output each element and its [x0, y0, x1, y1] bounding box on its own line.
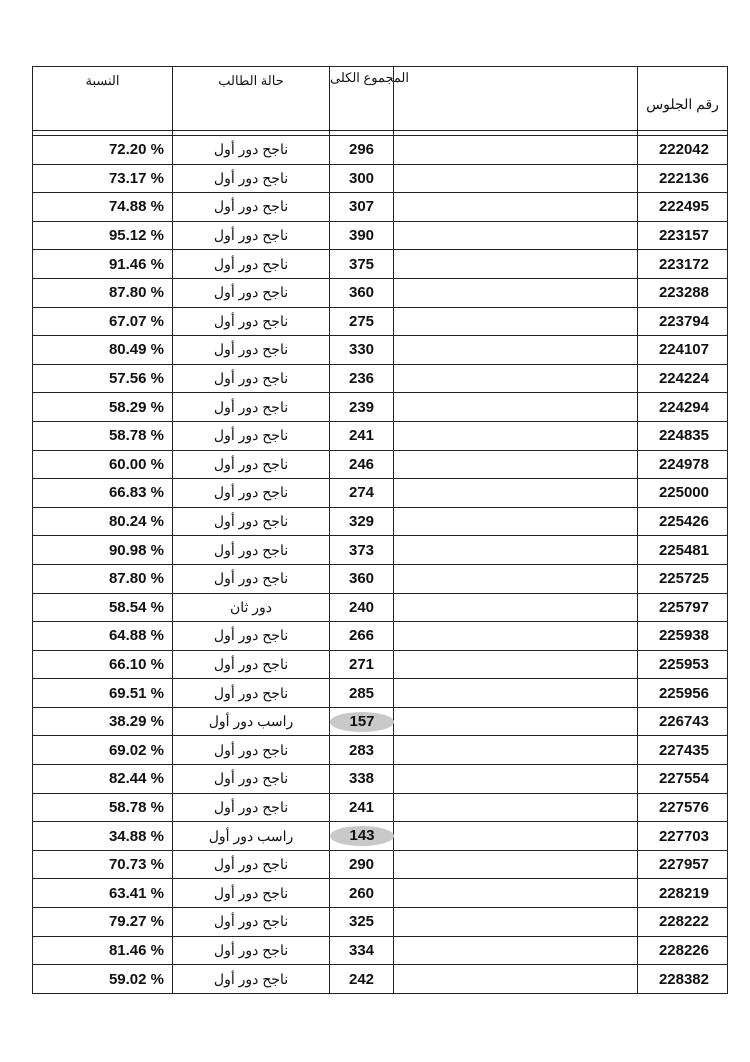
percent-cell: 81.46 % [33, 936, 173, 965]
circled-total: 143 [330, 826, 394, 846]
total-cell: 325 [330, 908, 394, 937]
seat-number-cell: 228226 [638, 936, 728, 965]
percent-cell: 87.80 % [33, 564, 173, 593]
table-row [33, 421, 728, 450]
name-cell [394, 421, 638, 450]
seat-number-cell: 225956 [638, 679, 728, 708]
status-cell: ناجح دور أول [173, 136, 330, 165]
name-cell [394, 193, 638, 222]
table-row [33, 850, 728, 879]
table-row [33, 650, 728, 679]
name-cell [394, 136, 638, 165]
status-cell: ناجح دور أول [173, 564, 330, 593]
name-cell [394, 622, 638, 651]
status-cell: ناجح دور أول [173, 250, 330, 279]
name-cell [394, 965, 638, 994]
seat-number-cell: 224978 [638, 450, 728, 479]
total-cell: 241 [330, 421, 394, 450]
status-cell: ناجح دور أول [173, 936, 330, 965]
total-cell: 300 [330, 164, 394, 193]
table-row [33, 593, 728, 622]
total-cell [330, 822, 394, 851]
total-cell: 307 [330, 193, 394, 222]
seat-number-cell: 226743 [638, 707, 728, 736]
total-cell: 375 [330, 250, 394, 279]
total-header: المجموع الكلى [330, 67, 394, 131]
table-row [33, 736, 728, 765]
seat-number-header: رقم الجلوس [638, 67, 728, 131]
total-cell: 242 [330, 965, 394, 994]
table-row [33, 450, 728, 479]
percent-cell: 59.02 % [33, 965, 173, 994]
total-cell: 360 [330, 564, 394, 593]
name-cell [394, 736, 638, 765]
table-row [33, 307, 728, 336]
percent-cell: 34.88 % [33, 822, 173, 851]
total-cell: 283 [330, 736, 394, 765]
seat-number-cell: 225953 [638, 650, 728, 679]
status-cell: ناجح دور أول [173, 393, 330, 422]
table-row [33, 250, 728, 279]
total-cell: 239 [330, 393, 394, 422]
seat-number-cell: 227435 [638, 736, 728, 765]
name-cell [394, 822, 638, 851]
status-cell: ناجح دور أول [173, 679, 330, 708]
status-cell: ناجح دور أول [173, 221, 330, 250]
total-cell: 360 [330, 278, 394, 307]
status-cell: ناجح دور أول [173, 650, 330, 679]
status-cell: ناجح دور أول [173, 193, 330, 222]
table-row [33, 679, 728, 708]
percent-cell: 58.78 % [33, 793, 173, 822]
table-row [33, 136, 728, 165]
percent-cell: 80.49 % [33, 336, 173, 365]
seat-number-cell: 227576 [638, 793, 728, 822]
name-cell [394, 479, 638, 508]
table-row [33, 221, 728, 250]
status-header: حالة الطالب [173, 67, 330, 131]
table-row [33, 564, 728, 593]
table-row [33, 707, 728, 736]
header-row [33, 67, 728, 131]
total-cell: 334 [330, 936, 394, 965]
table-row [33, 164, 728, 193]
seat-number-cell: 224224 [638, 364, 728, 393]
status-cell: ناجح دور أول [173, 479, 330, 508]
total-cell: 338 [330, 765, 394, 794]
total-cell: 296 [330, 136, 394, 165]
status-cell: دور ثان [173, 593, 330, 622]
table-row [33, 393, 728, 422]
name-cell [394, 536, 638, 565]
name-cell [394, 850, 638, 879]
percent-cell: 60.00 % [33, 450, 173, 479]
seat-number-cell: 225481 [638, 536, 728, 565]
name-cell [394, 679, 638, 708]
percent-cell: 80.24 % [33, 507, 173, 536]
name-cell [394, 250, 638, 279]
table-row [33, 879, 728, 908]
total-cell: 329 [330, 507, 394, 536]
percent-cell: 74.88 % [33, 193, 173, 222]
name-cell [394, 307, 638, 336]
name-cell [394, 793, 638, 822]
seat-number-cell: 222495 [638, 193, 728, 222]
total-cell: 330 [330, 336, 394, 365]
seat-number-cell: 225426 [638, 507, 728, 536]
percent-cell: 58.54 % [33, 593, 173, 622]
table-row [33, 965, 728, 994]
seat-number-cell: 223288 [638, 278, 728, 307]
percent-cell: 95.12 % [33, 221, 173, 250]
status-cell: راسب دور أول [173, 707, 330, 736]
seat-number-cell: 228382 [638, 965, 728, 994]
percent-header: النسبة [33, 67, 173, 131]
percent-cell: 38.29 % [33, 707, 173, 736]
name-cell [394, 765, 638, 794]
total-cell: 260 [330, 879, 394, 908]
table-row [33, 936, 728, 965]
total-cell: 266 [330, 622, 394, 651]
seat-number-cell: 223157 [638, 221, 728, 250]
seat-number-cell: 227957 [638, 850, 728, 879]
table-row [33, 193, 728, 222]
seat-number-cell: 225725 [638, 564, 728, 593]
percent-cell: 91.46 % [33, 250, 173, 279]
total-cell: 274 [330, 479, 394, 508]
status-cell: ناجح دور أول [173, 736, 330, 765]
total-cell: 285 [330, 679, 394, 708]
percent-cell: 57.56 % [33, 364, 173, 393]
percent-cell: 66.83 % [33, 479, 173, 508]
percent-cell: 82.44 % [33, 765, 173, 794]
seat-number-cell: 228222 [638, 908, 728, 937]
table-row [33, 507, 728, 536]
percent-cell: 58.29 % [33, 393, 173, 422]
seat-number-cell: 227703 [638, 822, 728, 851]
percent-cell: 66.10 % [33, 650, 173, 679]
name-cell [394, 221, 638, 250]
status-cell: راسب دور أول [173, 822, 330, 851]
status-cell: ناجح دور أول [173, 536, 330, 565]
name-cell [394, 936, 638, 965]
percent-cell: 72.20 % [33, 136, 173, 165]
total-cell: 240 [330, 593, 394, 622]
name-cell [394, 507, 638, 536]
name-cell [394, 164, 638, 193]
total-cell: 246 [330, 450, 394, 479]
status-cell: ناجح دور أول [173, 421, 330, 450]
total-cell: 271 [330, 650, 394, 679]
name-cell [394, 364, 638, 393]
seat-number-cell: 224294 [638, 393, 728, 422]
status-cell: ناجح دور أول [173, 765, 330, 794]
circled-total: 157 [330, 712, 394, 732]
results-table [32, 66, 728, 994]
status-cell: ناجح دور أول [173, 307, 330, 336]
total-cell [330, 707, 394, 736]
name-cell [394, 393, 638, 422]
percent-cell: 70.73 % [33, 850, 173, 879]
table-row [33, 536, 728, 565]
name-cell [394, 336, 638, 365]
total-cell: 275 [330, 307, 394, 336]
table-row [33, 822, 728, 851]
seat-number-cell: 225797 [638, 593, 728, 622]
name-cell [394, 450, 638, 479]
table-row [33, 908, 728, 937]
status-cell: ناجح دور أول [173, 850, 330, 879]
percent-cell: 87.80 % [33, 278, 173, 307]
status-cell: ناجح دور أول [173, 364, 330, 393]
seat-number-cell: 223794 [638, 307, 728, 336]
total-cell: 290 [330, 850, 394, 879]
seat-number-cell: 228219 [638, 879, 728, 908]
total-cell: 241 [330, 793, 394, 822]
name-cell [394, 650, 638, 679]
percent-cell: 90.98 % [33, 536, 173, 565]
status-cell: ناجح دور أول [173, 278, 330, 307]
status-cell: ناجح دور أول [173, 450, 330, 479]
table-row [33, 765, 728, 794]
name-cell [394, 278, 638, 307]
name-cell [394, 707, 638, 736]
total-cell: 236 [330, 364, 394, 393]
table-row [33, 622, 728, 651]
status-cell: ناجح دور أول [173, 164, 330, 193]
seat-number-cell: 222042 [638, 136, 728, 165]
table-row [33, 336, 728, 365]
status-cell: ناجح دور أول [173, 965, 330, 994]
status-cell: ناجح دور أول [173, 622, 330, 651]
results-sheet [32, 66, 727, 994]
percent-cell: 79.27 % [33, 908, 173, 937]
name-cell [394, 879, 638, 908]
percent-cell: 73.17 % [33, 164, 173, 193]
table-row [33, 793, 728, 822]
name-cell [394, 593, 638, 622]
status-cell: ناجح دور أول [173, 507, 330, 536]
seat-number-cell: 222136 [638, 164, 728, 193]
percent-cell: 58.78 % [33, 421, 173, 450]
seat-number-cell: 223172 [638, 250, 728, 279]
percent-cell: 69.51 % [33, 679, 173, 708]
table-row [33, 364, 728, 393]
seat-number-cell: 224835 [638, 421, 728, 450]
percent-cell: 64.88 % [33, 622, 173, 651]
name-cell [394, 564, 638, 593]
table-row [33, 479, 728, 508]
name-header [394, 67, 638, 131]
table-row [33, 278, 728, 307]
total-cell: 373 [330, 536, 394, 565]
seat-number-cell: 224107 [638, 336, 728, 365]
status-cell: ناجح دور أول [173, 879, 330, 908]
status-cell: ناجح دور أول [173, 908, 330, 937]
percent-cell: 67.07 % [33, 307, 173, 336]
seat-number-cell: 225938 [638, 622, 728, 651]
status-cell: ناجح دور أول [173, 336, 330, 365]
seat-number-cell: 225000 [638, 479, 728, 508]
percent-cell: 69.02 % [33, 736, 173, 765]
name-cell [394, 908, 638, 937]
percent-cell: 63.41 % [33, 879, 173, 908]
status-cell: ناجح دور أول [173, 793, 330, 822]
total-cell: 390 [330, 221, 394, 250]
seat-number-cell: 227554 [638, 765, 728, 794]
